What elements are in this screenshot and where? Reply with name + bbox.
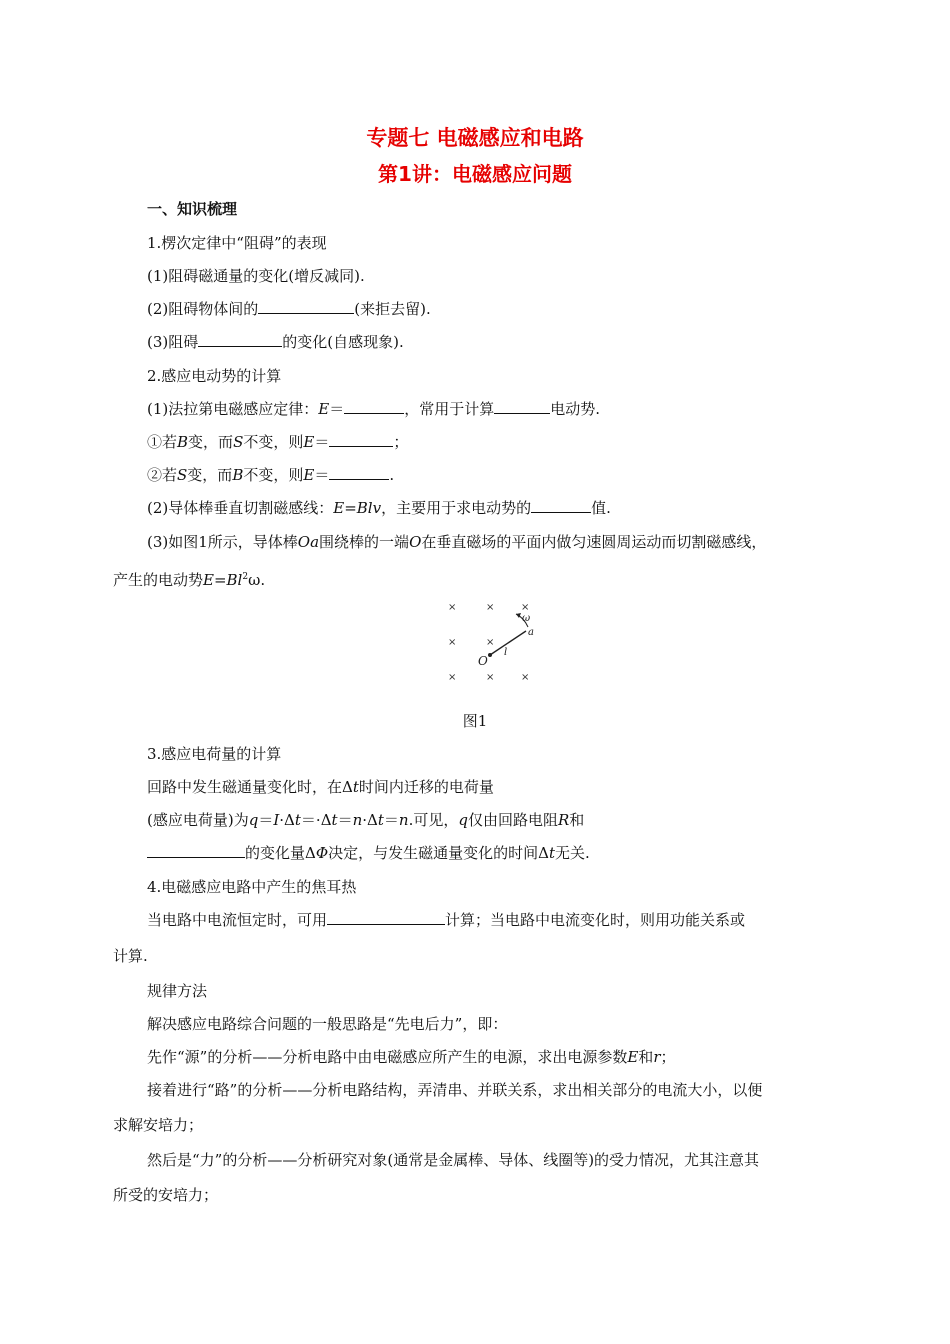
answer-blank[interactable] bbox=[329, 432, 393, 447]
rod-line bbox=[490, 631, 526, 655]
item-3-line-2: (感应电荷量)为q＝I·Δt＝·Δt＝n·Δt＝n.可见，q仅由回路电阻R和 bbox=[147, 811, 585, 829]
answer-blank[interactable] bbox=[147, 843, 245, 858]
item-3-line-1: 回路中发生磁通量变化时，在Δt时间内迁移的电荷量 bbox=[147, 778, 494, 796]
page-subtitle: 第1讲：电磁感应问题 bbox=[378, 162, 572, 186]
field-cross: × bbox=[448, 672, 457, 683]
omega-label: ω bbox=[522, 613, 531, 624]
point-o-label: O bbox=[478, 654, 488, 668]
point-a-label: a bbox=[528, 627, 534, 638]
method-line-3: 接着进行“路”的分析——分析电路结构，弄清串、并联关系，求出相关部分的电流大小，以便 bbox=[147, 1081, 763, 1099]
method-line-1: 解决感应电路综合问题的一般思路是“先电后力”，即： bbox=[147, 1015, 508, 1033]
item-1-line-3: (3)阻碍 的变化(自感现象). bbox=[147, 333, 404, 351]
field-cross: × bbox=[521, 602, 530, 613]
field-cross: × bbox=[521, 672, 530, 683]
item-4-line-2: 计算. bbox=[113, 947, 148, 965]
field-cross: × bbox=[486, 637, 495, 648]
answer-blank[interactable] bbox=[344, 399, 404, 414]
answer-blank[interactable] bbox=[329, 465, 389, 480]
item-2-line-5: (3)如图1所示，导体棒Oa围绕棒的一端O在垂直磁场的平面内做匀速圆周运动而切割磁感线， bbox=[147, 533, 767, 551]
section-heading: 一、知识梳理 bbox=[147, 200, 238, 218]
figure-caption: 图1 bbox=[462, 712, 488, 730]
page-title: 专题七 电磁感应和电路 bbox=[366, 126, 584, 150]
item-4-heading: 4.电磁感应电路中产生的焦耳热 bbox=[147, 878, 357, 896]
answer-blank[interactable] bbox=[198, 332, 282, 347]
method-line-2: 先作“源”的分析——分析电路中由电磁感应所产生的电源，求出电源参数E和r； bbox=[147, 1048, 676, 1066]
item-2-heading: 2.感应电动势的计算 bbox=[147, 367, 282, 385]
item-2-line-2: ①若B变，而S不变，则E＝ ； bbox=[147, 433, 409, 451]
length-l-label: l bbox=[504, 647, 508, 658]
field-cross: × bbox=[448, 637, 457, 648]
answer-blank[interactable] bbox=[494, 399, 550, 414]
item-2-line-4: (2)导体棒垂直切割磁感线：E=Blv，主要用于求电动势的 值. bbox=[147, 499, 611, 517]
field-cross: × bbox=[486, 672, 495, 683]
item-3-line-3: 的变化量ΔΦ决定，与发生磁通量变化的时间Δt无关. bbox=[147, 843, 590, 863]
method-line-4: 求解安培力； bbox=[113, 1116, 204, 1134]
method-line-6: 所受的安培力； bbox=[113, 1186, 219, 1204]
item-2-line-6: 产生的电动势$E=Bl^2\omega$. bbox=[113, 571, 266, 589]
item-2-line-1: (1)法拉第电磁感应定律：E＝ ，常用于计算 电动势. bbox=[147, 400, 601, 418]
item-2-line-3: ②若S变，而B不变，则E＝ . bbox=[147, 466, 395, 484]
method-line-5: 然后是“力”的分析——分析研究对象(通常是金属棒、导体、线圈等)的受力情况，尤其注意其 bbox=[147, 1151, 760, 1169]
item-1-line-2: (2)阻碍物体间的 (来拒去留). bbox=[147, 300, 431, 318]
item-1-line-1: (1)阻碍磁通量的变化(增反减同). bbox=[147, 267, 365, 285]
method-heading: 规律方法 bbox=[147, 982, 208, 1000]
item-3-heading: 3.感应电荷量的计算 bbox=[147, 745, 282, 763]
field-cross: × bbox=[448, 602, 457, 613]
item-1-heading: 1.楞次定律中“阻碍”的表现 bbox=[147, 234, 327, 252]
pivot-dot bbox=[488, 653, 492, 657]
answer-blank[interactable] bbox=[258, 299, 354, 314]
item-4-line-1: 当电路中电流恒定时，可用 计算；当电路中电流变化时，则用功能关系或 bbox=[147, 911, 746, 929]
figure-rotating-rod bbox=[438, 598, 538, 688]
answer-blank[interactable] bbox=[327, 910, 445, 925]
answer-blank[interactable] bbox=[531, 498, 591, 513]
field-cross: × bbox=[486, 602, 495, 613]
